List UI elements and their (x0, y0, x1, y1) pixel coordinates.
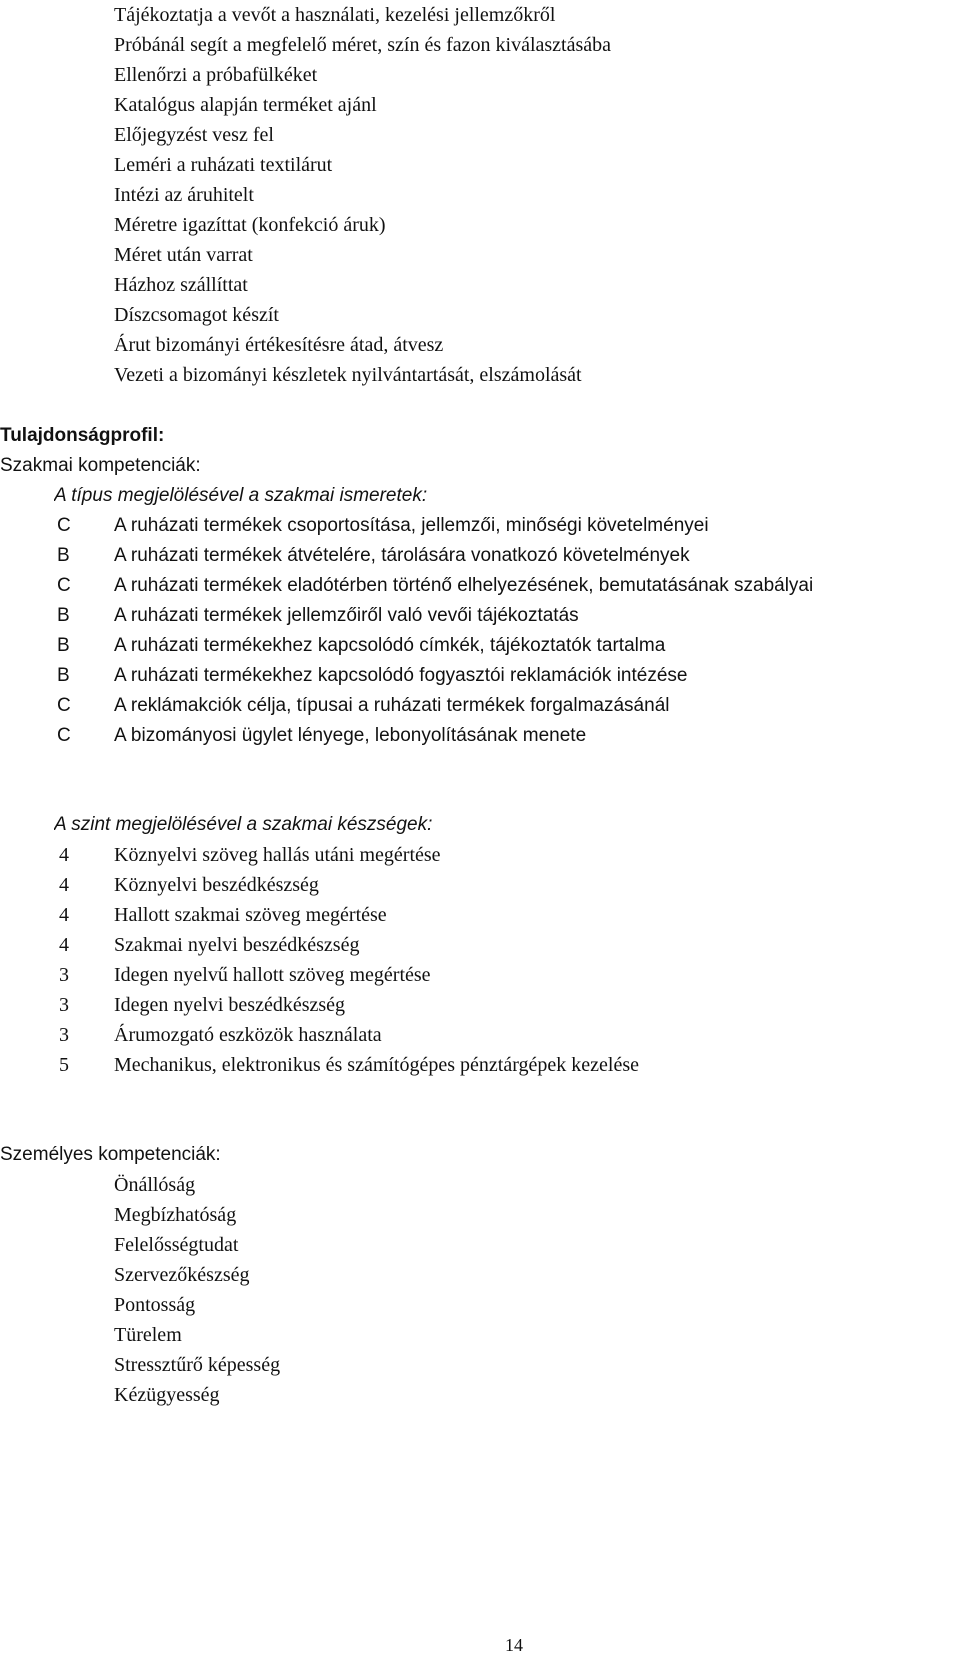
personal-item: Pontosság (114, 1294, 196, 1316)
personal-item: Önállóság (114, 1174, 196, 1196)
activity-line: Intézi az áruhitelt (114, 184, 254, 206)
knowledge-item: A ruházati termékek csoportosítása, jellemzői, minőségi követelményei (114, 515, 709, 536)
activity-line: Árut bizományi értékesítésre átad, átvesz (114, 334, 444, 356)
activity-line: Házhoz szállíttat (114, 274, 248, 296)
knowledge-item: A reklámakciók célja, típusai a ruházati termékek forgalmazásánál (114, 695, 670, 716)
knowledge-type-code: B (57, 605, 70, 626)
page-number: 14 (505, 1635, 523, 1655)
activity-line: Méret után varrat (114, 244, 253, 266)
activity-line: Tájékoztatja a vevőt a használati, kezelési jellemzőkről (114, 4, 556, 26)
activity-line: Leméri a ruházati textilárut (114, 154, 333, 176)
skill-item: Mechanikus, elektronikus és számítógépes pénztárgépek kezelése (114, 1054, 639, 1076)
knowledge-item: A ruházati termékekhez kapcsolódó fogyasztói reklamációk intézése (114, 665, 688, 686)
knowledge-item: A ruházati termékek eladótérben történő elhelyezésének, bemutatásának szabályai (114, 575, 814, 596)
knowledge-item: A ruházati termékek jellemzőiről való vevői tájékoztatás (114, 605, 579, 626)
profile-title: Tulajdonságprofil: (0, 425, 165, 446)
activity-line: Vezeti a bizományi készletek nyilvántartását, elszámolását (114, 364, 582, 386)
personal-competencies-title: Személyes kompetenciák: (0, 1144, 221, 1165)
professional-competencies-title: Szakmai kompetenciák: (0, 455, 201, 476)
skill-level: 5 (59, 1054, 69, 1076)
knowledge-item: A bizományosi ügylet lényege, lebonyolításának menete (114, 725, 587, 746)
skill-item: Idegen nyelvi beszédkészség (114, 994, 346, 1016)
knowledge-type-code: C (57, 725, 71, 746)
skill-item: Szakmai nyelvi beszédkészség (114, 934, 360, 956)
activity-line: Előjegyzést vesz fel (114, 124, 274, 146)
skill-level: 4 (59, 904, 69, 926)
knowledge-type-code: C (57, 575, 71, 596)
skill-item: Köznyelvi beszédkészség (114, 874, 319, 896)
skill-item: Idegen nyelvű hallott szöveg megértése (114, 964, 431, 986)
skill-level: 4 (59, 934, 69, 956)
activity-line: Díszcsomagot készít (114, 304, 279, 326)
skill-level: 4 (59, 874, 69, 896)
skill-level: 3 (59, 1024, 69, 1046)
skill-item: Hallott szakmai szöveg megértése (114, 904, 387, 926)
personal-item: Megbízhatóság (114, 1204, 237, 1226)
knowledge-item: A ruházati termékekhez kapcsolódó címkék, tájékoztatók tartalma (114, 635, 666, 656)
knowledge-type-code: B (57, 665, 70, 686)
skill-level: 3 (59, 994, 69, 1016)
knowledge-type-code: C (57, 515, 71, 536)
activity-line: Méretre igazíttat (konfekció áruk) (114, 214, 386, 236)
personal-item: Stressztűrő képesség (114, 1354, 281, 1376)
skill-item: Árumozgató eszközök használata (114, 1024, 382, 1046)
knowledge-type-code: C (57, 695, 71, 716)
activity-line: Próbánál segít a megfelelő méret, szín és fazon kiválasztásába (114, 34, 612, 56)
skill-item: Köznyelvi szöveg hallás utáni megértése (114, 844, 441, 866)
personal-item: Kézügyesség (114, 1384, 220, 1406)
personal-item: Felelősségtudat (114, 1234, 239, 1256)
knowledge-type-code: B (57, 545, 70, 566)
knowledge-item: A ruházati termékek átvételére, tárolására vonatkozó követelmények (114, 545, 690, 566)
activity-line: Katalógus alapján terméket ajánl (114, 94, 377, 116)
skill-level: 3 (59, 964, 69, 986)
knowledge-type-code: B (57, 635, 70, 656)
skill-level: 4 (59, 844, 69, 866)
knowledge-section-title: A típus megjelölésével a szakmai ismeretek: (54, 485, 428, 506)
activity-line: Ellenőrzi a próbafülkéket (114, 64, 318, 86)
skills-section-title: A szint megjelölésével a szakmai készségek: (54, 814, 433, 835)
personal-item: Szervezőkészség (114, 1264, 250, 1286)
personal-item: Türelem (114, 1324, 182, 1346)
